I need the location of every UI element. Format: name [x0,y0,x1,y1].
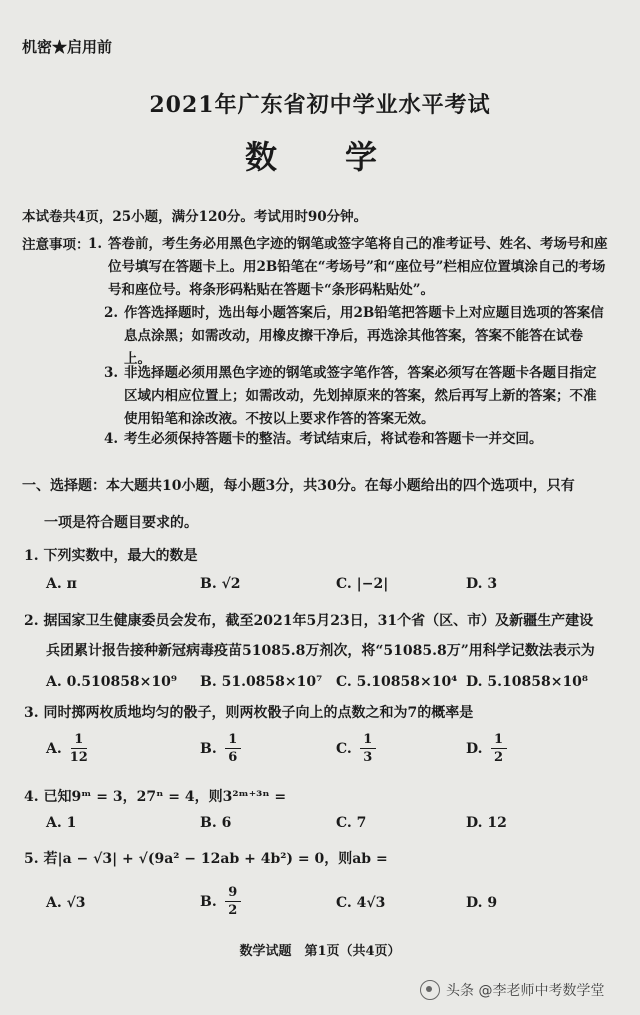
q3-option-c [336,732,376,765]
question-1-stem: 1. 下列实数中，最大的数是 [24,548,198,564]
q2-option-d: D. 5.10858×10⁸ [466,674,589,690]
q4-option-d: D. 12 [466,815,507,831]
question-2-stem: 2. 据国家卫生健康委员会发布，截至2021年5月23日，31个省（区、市）及新疆生产建设 [24,613,594,629]
note-number: 1. [88,236,103,252]
numerator: 9 [228,885,238,900]
numerator: 1 [228,732,238,747]
q1-option-d: D. 3 [466,576,498,592]
q1-option-c: C. |−2| [336,576,389,592]
question-3-stem: 3. 同时掷两枚质地均匀的骰子，则两枚骰子向上的点数之和为7的概率是 [24,705,474,721]
q3-option-a [46,732,88,765]
watermark-text: 头条 @李老师中考数学堂 [446,983,605,999]
q5-option-b [200,885,241,918]
q4-option-b: B. 6 [200,815,232,831]
option-label: D. [466,740,483,757]
note-item [104,362,608,431]
q1-option-a: A. π [46,576,77,592]
fraction-bar [225,748,241,749]
q2-option-b: B. 51.0858×10⁷ [200,674,323,690]
question-5-stem: 5. 若|a − √3| + √(9a² − 12ab + 4b²) = 0，则ab = [24,851,388,867]
account-icon [420,980,440,1000]
subject-title: 数 学 [244,138,395,176]
numerator: 1 [74,732,84,747]
q3-option-b [200,732,241,765]
note-text: 考生必须保持答题卡的整洁。考试结束后，将试卷和答题卡一并交回。 [124,431,543,447]
question-4-stem: 4. 已知9ᵐ = 3，27ⁿ = 4，则3²ᵐ⁺³ⁿ = [24,789,287,805]
q4-option-a: A. 1 [46,815,77,831]
exam-title: 2021年广东省初中学业水平考试 [149,92,491,118]
q5-option-d: D. 9 [466,895,498,911]
confidential-label: 机密★启用前 [22,38,113,56]
note-text: 非选择题必须用黑色字迹的钢笔或签字笔作答，答案必须写在答题卡各题目指定区域内相应位置上；如需改动，先划掉原来的答案，然后再写上新的答案；不准使用铅笔和涂改液。不按以上要求作答的答案无效。 [124,365,597,427]
fraction-bar [360,748,376,749]
note-text: 作答选择题时，选出每小题答案后，用2B铅笔把答题卡上对应题目选项的答案信息点涂黑；如需改动，用橡皮擦干净后，再选涂其他答案，答案不能答在试卷上。 [124,305,604,367]
fraction [70,732,88,765]
q2-option-a: A. 0.510858×10⁹ [46,674,178,690]
fraction [360,732,376,765]
numerator: 1 [363,732,373,747]
note-item [104,302,608,371]
question-2-stem-cont: 兵团累计报告接种新冠病毒疫苗51085.8万剂次，将“51085.8万”用科学记数法表示为 [46,643,595,659]
fraction [491,732,507,765]
denominator: 3 [363,750,373,765]
fraction-bar [71,748,87,749]
section-heading-cont: 一项是符合题目要求的。 [44,515,198,531]
denominator: 12 [69,750,88,765]
section-heading: 一、选择题：本大题共10小题，每小题3分，共30分。在每小题给出的四个选项中，只有 [22,478,575,494]
q4-option-c: C. 7 [336,815,367,831]
option-label: B. [200,740,217,757]
q3-option-d [466,732,507,765]
option-label: B. [200,893,217,910]
exam-intro: 本试卷共4页，25小题，满分120分。考试用时90分钟。 [22,209,368,225]
notes-label: 注意事项： [22,237,90,253]
note-number: 2. [104,305,119,321]
fraction [225,885,241,918]
q1-option-b: B. √2 [200,576,241,592]
note-item [104,428,608,451]
page-footer: 数学试题 第1页（共4页） [239,944,401,959]
numerator: 1 [493,732,504,747]
denominator: 6 [228,750,238,765]
q2-option-c: C. 5.10858×10⁴ [336,674,458,690]
fraction-bar [491,748,507,749]
note-number: 3. [104,365,119,381]
note-item [88,233,608,302]
watermark [420,980,604,1000]
note-text: 答卷前，考生务必用黑色字迹的钢笔或签字笔将自己的准考证号、姓名、考场号和座位号填写在答题卡上。用2B铅笔在“考场号”和“座位号”栏相应位置填涂自己的考场号和座位号。将条形码粘贴在答题卡“条形码粘贴处”。 [108,236,608,298]
denominator: 2 [493,750,504,765]
fraction [225,732,241,765]
option-label: A. [46,740,62,757]
q5-option-a: A. √3 [46,895,86,911]
option-label: C. [336,740,352,757]
denominator: 2 [228,903,238,918]
note-number: 4. [104,431,119,447]
fraction-bar [225,901,241,902]
q5-option-c: C. 4√3 [336,895,386,911]
